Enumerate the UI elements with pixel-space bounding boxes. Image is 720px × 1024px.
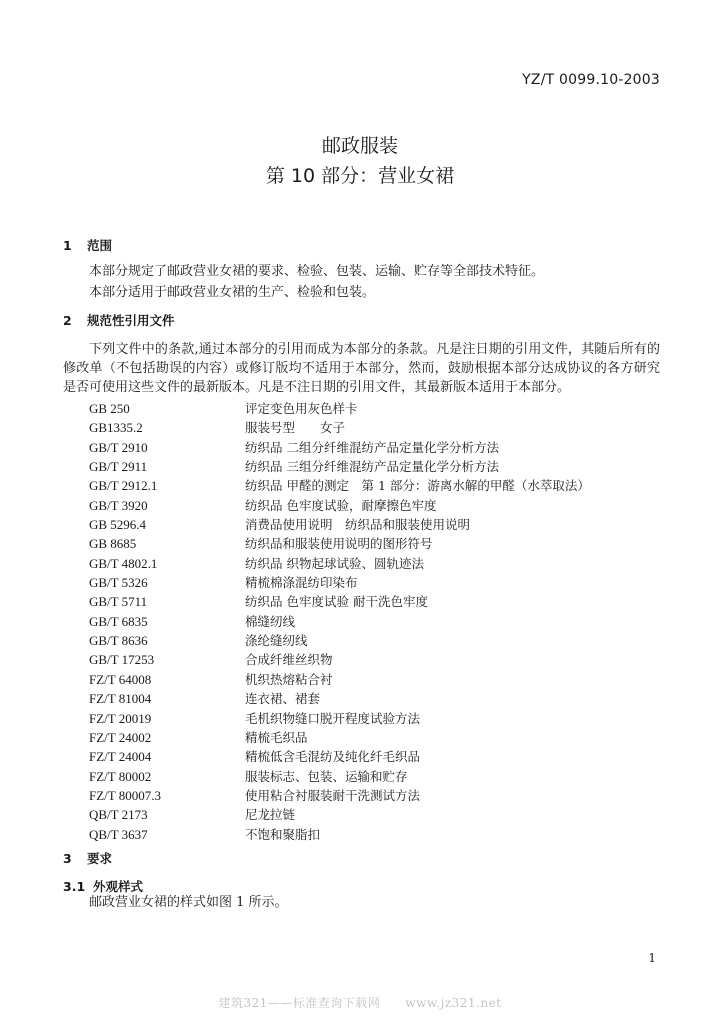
reference-title: 纺织品 三组分纤维混纺产品定量化学分析方法 <box>245 459 499 475</box>
reference-code: GB/T 17253 <box>89 652 155 668</box>
reference-title: 使用粘合衬服装耐干洗测试方法 <box>245 787 421 803</box>
reference-title: 连衣裙、裙套 <box>245 691 321 707</box>
section-2-heading <box>63 311 175 329</box>
reference-code: FZ/T 24002 <box>89 729 152 745</box>
watermark: 建筑321——标准查询下载网 www.jz321.net <box>218 996 502 1010</box>
reference-title: 尼龙拉链 <box>245 807 296 823</box>
reference-title: 消费品使用说明 纺织品和服装使用说明 <box>245 517 471 533</box>
reference-title: 精梳毛织品 <box>245 729 308 745</box>
section-1-number: 1 <box>63 238 72 253</box>
reference-item <box>89 418 649 437</box>
reference-item <box>89 573 649 592</box>
reference-item <box>89 612 649 631</box>
reference-item <box>89 786 649 805</box>
section-3-heading <box>63 849 112 867</box>
reference-code: GB/T 2912.1 <box>89 478 158 494</box>
section-3-1-title: 外观样式 <box>93 879 144 894</box>
reference-title: 精梳棉涤混纺印染布 <box>245 575 358 591</box>
reference-item <box>89 399 649 418</box>
reference-code: GB/T 2911 <box>89 459 148 475</box>
reference-code: QB/T 2173 <box>89 807 148 823</box>
section-2-number: 2 <box>63 313 72 328</box>
reference-item <box>89 805 649 824</box>
reference-code: QB/T 3637 <box>89 826 148 842</box>
section-1-paragraph-1: 本部分规定了邮政营业女裙的要求、检验、包装、运输、贮存等全部技术特征。 <box>89 264 545 279</box>
reference-item <box>89 534 649 553</box>
reference-item <box>89 825 649 844</box>
reference-code: FZ/T 24004 <box>89 749 152 765</box>
reference-code: GB/T 4802.1 <box>89 555 158 571</box>
reference-title: 精梳低含毛混纺及纯化纤毛织品 <box>245 749 421 765</box>
reference-item <box>89 767 649 786</box>
reference-title: 纺织品和服装使用说明的图形符号 <box>245 536 433 552</box>
reference-item <box>89 728 649 747</box>
reference-item <box>89 670 649 689</box>
reference-code: GB/T 5326 <box>89 575 148 591</box>
reference-code: GB/T 6835 <box>89 613 148 629</box>
reference-title: 服装标志、包装、运输和贮存 <box>245 768 408 784</box>
reference-item <box>89 631 649 650</box>
title-sub: 第 10 部分：营业女裙 <box>265 165 455 187</box>
reference-item <box>89 709 649 728</box>
section-3-1-paragraph: 邮政营业女裙的样式如图 1 所示。 <box>89 895 288 910</box>
reference-code: FZ/T 80007.3 <box>89 787 161 803</box>
reference-title: 纺织品 色牢度试验，耐摩擦色牢度 <box>245 497 437 513</box>
reference-code: GB 250 <box>89 401 130 416</box>
reference-code: GB/T 3920 <box>89 497 148 513</box>
reference-title: 评定变色用灰色样卡 <box>245 401 358 416</box>
reference-title: 毛机织物缝口脱开程度试验方法 <box>245 710 421 726</box>
reference-item <box>89 592 649 611</box>
section-3-number: 3 <box>63 851 72 866</box>
reference-code: FZ/T 64008 <box>89 671 152 687</box>
reference-code: GB1335.2 <box>89 420 143 436</box>
reference-title: 棉缝纫线 <box>245 613 296 629</box>
section-1-heading <box>63 236 112 254</box>
reference-code: GB/T 2910 <box>89 439 148 455</box>
reference-title: 纺织品 二组分纤维混纺产品定量化学分析方法 <box>245 439 499 455</box>
reference-title: 合成纤维丝织物 <box>245 652 333 668</box>
reference-item <box>89 650 649 669</box>
section-2-intro: 下列文件中的条款,通过本部分的引用而成为本部分的条款。凡是注日期的引用文件，其随后所有的修改单（不包括勘误的内容）或修订版均不适用于本部分，然而，鼓励根据本部分达成协议的各方研究是否可使用这些文件的最新版本。凡是不注日期的引用文件，其最新版本适用于本部分。 <box>63 342 660 395</box>
reference-code: FZ/T 20019 <box>89 710 152 726</box>
section-2-title: 规范性引用文件 <box>87 313 175 328</box>
section-3-1-number: 3.1 <box>63 879 86 894</box>
reference-title: 纺织品 织物起球试验、圆轨迹法 <box>245 555 424 571</box>
document-code: YZ/T 0099.10-2003 <box>522 72 660 88</box>
reference-item <box>89 689 649 708</box>
reference-title: 服装号型 女子 <box>245 420 346 436</box>
section-1-paragraph-2: 本部分适用于邮政营业女裙的生产、检验和包装。 <box>89 285 376 300</box>
reference-code: GB/T 5711 <box>89 594 148 610</box>
reference-item <box>89 457 649 476</box>
reference-title: 机织热熔粘合衬 <box>245 671 333 687</box>
reference-code: GB 5296.4 <box>89 517 147 533</box>
reference-list <box>89 399 649 844</box>
section-1-title: 范围 <box>87 238 113 253</box>
reference-item <box>89 476 649 495</box>
reference-code: FZ/T 80002 <box>89 768 152 784</box>
title-main: 邮政服装 <box>321 135 398 157</box>
reference-item <box>89 438 649 457</box>
reference-item <box>89 496 649 515</box>
section-3-title: 要求 <box>87 851 113 866</box>
reference-item <box>89 515 649 534</box>
reference-title: 涤纶缝纫线 <box>245 633 308 649</box>
reference-code: FZ/T 81004 <box>89 691 152 707</box>
reference-title: 纺织品 甲醛的测定 第 1 部分：游离水解的甲醛（水萃取法） <box>245 478 590 494</box>
reference-item <box>89 747 649 766</box>
reference-title: 不饱和聚脂扣 <box>245 826 321 842</box>
reference-title: 纺织品 色牢度试验 耐干洗色牢度 <box>245 594 428 610</box>
document-title <box>0 133 720 189</box>
reference-code: GB 8685 <box>89 536 137 552</box>
reference-code: GB/T 8636 <box>89 633 148 649</box>
page-number: 1 <box>648 951 656 965</box>
reference-item <box>89 554 649 573</box>
